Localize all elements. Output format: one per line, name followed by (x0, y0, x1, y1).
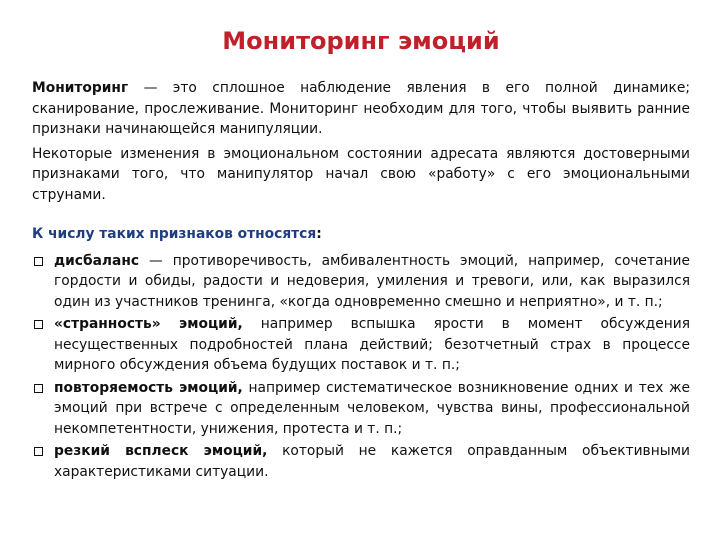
slide-title: Мониторинг эмоций (222, 27, 500, 55)
sign-text: например вспышка ярости в момент обсуждения несущественных подробностей плана действий; безотчетный страх в процессе мирного обсуждения объема будущих поставок и т. п.; (54, 316, 690, 373)
list-item (32, 378, 690, 440)
list-item (32, 251, 690, 313)
hollow-square-icon (34, 257, 43, 266)
hollow-square-icon (34, 384, 43, 393)
hollow-square-icon (34, 447, 43, 456)
hollow-square-icon (34, 320, 43, 329)
second-paragraph: Некоторые изменения в эмоциональном состоянии адресата являются достоверными признаками того, что манипулятор начал свою «работу» с его эмоциональными струнами. (32, 145, 690, 203)
sign-text: например систематическое возникновение одних и тех же эмоций при встрече с определенным человеком, чувства вины, профессиональной некомпетентности, унижения, протеста и т. п.; (54, 379, 690, 437)
list-item (32, 441, 690, 482)
sign-text: который не кажется оправданным объективными характеристиками ситуации. (54, 443, 690, 480)
sign-text: — противоречивость, амбивалентность эмоций, например, сочетание гордости и обиды, радости и недоверия, умиления и тревоги, или, как выразился один из участников тренинга, «когда одновременно смешно и неприятно», и т. п.; (54, 252, 690, 310)
sign-term: повторяемость эмоций, (54, 379, 243, 396)
sign-term: «странность» эмоций, (54, 316, 243, 332)
sign-term: дисбаланс (54, 252, 140, 269)
intro-paragraph (32, 78, 690, 140)
list-item (32, 314, 690, 376)
sign-term: резкий всплеск эмоций, (54, 443, 268, 459)
intro-term: Мониторинг (32, 80, 129, 96)
signs-list (32, 251, 690, 483)
signs-lead (32, 224, 690, 245)
signs-lead-text: К числу таких признаков относятся (32, 226, 317, 242)
intro-text: — это сплошное наблюдение явления в его полной динамике; сканирование, прослеживание. Мониторинг необходим для того, чтобы выявить ранние признаки начинающейся манипуляции. (32, 80, 690, 137)
signs-lead-colon: : (316, 226, 322, 242)
